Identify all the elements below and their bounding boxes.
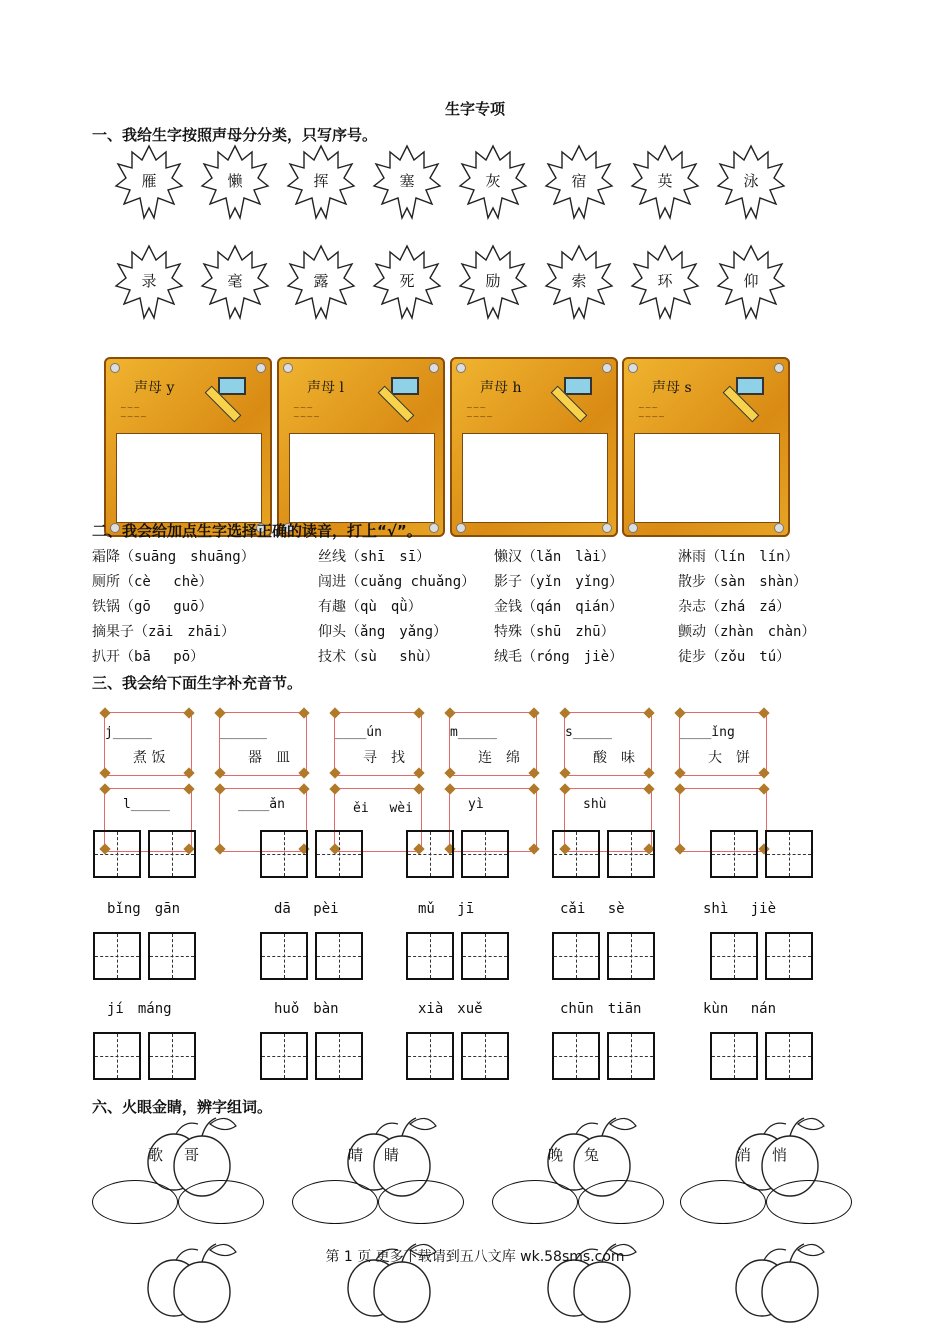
footer: 第 1 页 更多下载请到五八文库 wk.58sms.com bbox=[325, 1249, 625, 1265]
leaf-card bbox=[372, 242, 442, 322]
pronunciation-item: 杂志（zhá zá） bbox=[678, 599, 791, 615]
pronunciation-item: 徒步（zǒu tú） bbox=[678, 649, 791, 665]
leaf-character: 仰 bbox=[743, 272, 759, 290]
board-label: 声母 s bbox=[652, 380, 692, 396]
leaf-character: 雁 bbox=[141, 172, 157, 190]
answer-box[interactable] bbox=[634, 433, 780, 523]
frame-corner-decoration bbox=[528, 707, 539, 718]
leaf-character: 泳 bbox=[743, 172, 759, 190]
leaf-character: 塞 bbox=[399, 172, 415, 190]
word-answer-oval[interactable] bbox=[178, 1180, 264, 1224]
pronunciation-item: 淋雨（lín lín） bbox=[678, 549, 799, 565]
leaf-character: 毫 bbox=[227, 272, 243, 290]
writing-grid[interactable] bbox=[710, 932, 758, 980]
syllable-pinyin: ____ún bbox=[335, 725, 382, 740]
pinyin-prompt: huǒ bàn bbox=[274, 1001, 339, 1017]
writing-grid[interactable] bbox=[406, 830, 454, 878]
eraser-icon bbox=[736, 377, 764, 395]
initial-board bbox=[104, 357, 272, 537]
pronunciation-item: 丝线（shī sī） bbox=[318, 549, 431, 565]
syllable-frame bbox=[334, 712, 422, 776]
pronunciation-item: 摘果子（zāi zhāi） bbox=[92, 624, 236, 640]
pinyin-prompt: bǐng gān bbox=[107, 901, 181, 917]
syllable-characters: 煮 饭 bbox=[133, 750, 166, 766]
apple-character: 晚 bbox=[548, 1146, 564, 1164]
nail-icon bbox=[429, 363, 439, 373]
pronunciation-item: 厕所（cè chè） bbox=[92, 574, 213, 590]
syllable-frame bbox=[679, 712, 767, 776]
frame-corner-decoration bbox=[674, 707, 685, 718]
syllable-pinyin: j_____ bbox=[105, 725, 152, 740]
writing-grid[interactable] bbox=[461, 830, 509, 878]
writing-grid[interactable] bbox=[607, 1032, 655, 1080]
writing-grid[interactable] bbox=[765, 932, 813, 980]
writing-grid[interactable] bbox=[93, 830, 141, 878]
word-answer-oval[interactable] bbox=[766, 1180, 852, 1224]
syllable-characters: 连 绵 bbox=[478, 750, 520, 766]
syllable-pinyin: m_____ bbox=[450, 725, 497, 740]
leaf-character: 环 bbox=[657, 272, 673, 290]
pronunciation-item: 影子（yǐn yǐng） bbox=[494, 574, 624, 590]
frame-corner-decoration bbox=[528, 767, 539, 778]
leaf-character: 录 bbox=[141, 272, 157, 290]
frame-corner-decoration bbox=[559, 707, 570, 718]
leaf-card bbox=[286, 242, 356, 322]
leaf-character: 索 bbox=[571, 272, 587, 290]
pinyin-prompt: mǔ jī bbox=[418, 901, 475, 917]
leaf-card bbox=[716, 142, 786, 222]
syllable-frame bbox=[219, 712, 307, 776]
leaf-card bbox=[114, 142, 184, 222]
writing-grid[interactable] bbox=[260, 932, 308, 980]
nail-icon bbox=[602, 523, 612, 533]
initial-board bbox=[277, 357, 445, 537]
frame-corner-decoration bbox=[643, 783, 654, 794]
writing-grid[interactable] bbox=[461, 1032, 509, 1080]
frame-corner-decoration bbox=[674, 783, 685, 794]
initial-board bbox=[622, 357, 790, 537]
word-answer-oval[interactable] bbox=[378, 1180, 464, 1224]
writing-grid[interactable] bbox=[260, 1032, 308, 1080]
frame-corner-decoration bbox=[214, 783, 225, 794]
pinyin-prompt: dā pèi bbox=[274, 901, 339, 917]
frame-corner-decoration bbox=[183, 707, 194, 718]
frame-corner-decoration bbox=[528, 843, 539, 854]
leaf-card bbox=[630, 142, 700, 222]
syllable-pinyin: yì bbox=[468, 797, 484, 812]
frame-corner-decoration bbox=[413, 783, 424, 794]
scribble-decoration: ~~~ ~~~~ bbox=[638, 403, 665, 421]
pinyin-prompt: kùn nán bbox=[703, 1001, 777, 1017]
syllable-pinyin: ____ǎn bbox=[238, 797, 285, 812]
leaf-card bbox=[372, 142, 442, 222]
leaf-character: 死 bbox=[399, 272, 415, 290]
leaf-card bbox=[200, 242, 270, 322]
pronunciation-item: 闯进（cuǎng chuǎng） bbox=[318, 574, 476, 590]
syllable-frame bbox=[449, 712, 537, 776]
nail-icon bbox=[283, 363, 293, 373]
answer-box[interactable] bbox=[462, 433, 608, 523]
pinyin-prompt: cǎi sè bbox=[560, 901, 625, 917]
apple-character: 消 bbox=[736, 1146, 752, 1164]
eraser-icon bbox=[391, 377, 419, 395]
frame-corner-decoration bbox=[329, 707, 340, 718]
syllable-characters: 酸 味 bbox=[593, 750, 635, 766]
frame-corner-decoration bbox=[528, 783, 539, 794]
writing-grid[interactable] bbox=[315, 932, 363, 980]
page-title: 生字专项 bbox=[444, 100, 505, 118]
leaf-character: 宿 bbox=[571, 172, 587, 190]
frame-corner-decoration bbox=[413, 707, 424, 718]
writing-grid[interactable] bbox=[765, 830, 813, 878]
writing-grid[interactable] bbox=[148, 1032, 196, 1080]
apple-character: 兔 bbox=[584, 1146, 600, 1164]
leaf-card bbox=[544, 242, 614, 322]
apple-character: 睛 bbox=[384, 1146, 400, 1164]
section6-heading: 六、火眼金睛，辨字组词。 bbox=[92, 1098, 273, 1116]
leaf-card bbox=[544, 142, 614, 222]
frame-corner-decoration bbox=[329, 783, 340, 794]
frame-corner-decoration bbox=[444, 707, 455, 718]
frame-corner-decoration bbox=[413, 767, 424, 778]
leaf-card bbox=[286, 142, 356, 222]
nail-icon bbox=[628, 523, 638, 533]
frame-corner-decoration bbox=[444, 783, 455, 794]
frame-corner-decoration bbox=[99, 767, 110, 778]
frame-corner-decoration bbox=[298, 707, 309, 718]
pronunciation-item: 仰头（ǎng yǎng） bbox=[318, 624, 448, 640]
writing-grid[interactable] bbox=[552, 932, 600, 980]
frame-corner-decoration bbox=[214, 843, 225, 854]
syllable-characters: 器 皿 bbox=[248, 750, 290, 766]
writing-grid[interactable] bbox=[607, 932, 655, 980]
writing-grid[interactable] bbox=[765, 1032, 813, 1080]
frame-corner-decoration bbox=[298, 783, 309, 794]
nail-icon bbox=[774, 523, 784, 533]
writing-grid[interactable] bbox=[260, 830, 308, 878]
pronunciation-item: 散步（sàn shàn） bbox=[678, 574, 808, 590]
frame-corner-decoration bbox=[559, 783, 570, 794]
pronunciation-item: 技术（sù shù） bbox=[318, 649, 439, 665]
word-answer-oval[interactable] bbox=[578, 1180, 664, 1224]
leaf-character: 励 bbox=[485, 272, 501, 290]
writing-grid[interactable] bbox=[148, 830, 196, 878]
word-answer-oval[interactable] bbox=[492, 1180, 578, 1224]
board-label: 声母 l bbox=[307, 380, 344, 396]
apple-character: 歌 bbox=[148, 1146, 164, 1164]
apple-character: 悄 bbox=[772, 1146, 788, 1164]
nail-icon bbox=[602, 363, 612, 373]
syllable-characters: 大 饼 bbox=[708, 750, 750, 766]
nail-icon bbox=[456, 523, 466, 533]
answer-box[interactable] bbox=[116, 433, 262, 523]
section3-heading: 三、我会给下面生字补充音节。 bbox=[92, 674, 303, 692]
section1-heading: 一、我给生字按照声母分分类，只写序号。 bbox=[92, 126, 378, 144]
frame-corner-decoration bbox=[674, 843, 685, 854]
writing-grid[interactable] bbox=[607, 830, 655, 878]
leaf-character: 露 bbox=[313, 272, 329, 290]
board-label: 声母 h bbox=[480, 380, 522, 396]
pinyin-prompt: xià xuě bbox=[418, 1001, 483, 1017]
initial-board bbox=[450, 357, 618, 537]
frame-corner-decoration bbox=[758, 707, 769, 718]
section2-heading: 二、我会给加点生字选择正确的读音，打上“√”。 bbox=[92, 522, 422, 540]
leaf-card bbox=[458, 242, 528, 322]
pronunciation-item: 绒毛（róng jiè） bbox=[494, 649, 624, 665]
nail-icon bbox=[429, 523, 439, 533]
syllable-characters: 寻 找 bbox=[363, 750, 405, 766]
eraser-icon bbox=[564, 377, 592, 395]
pinyin-prompt: chūn tiān bbox=[560, 1001, 642, 1017]
pinyin-prompt: shì jiè bbox=[703, 901, 777, 917]
frame-corner-decoration bbox=[643, 767, 654, 778]
frame-corner-decoration bbox=[674, 767, 685, 778]
pronunciation-item: 颤动（zhàn chàn） bbox=[678, 624, 816, 640]
nail-icon bbox=[628, 363, 638, 373]
writing-grid[interactable] bbox=[315, 1032, 363, 1080]
word-answer-oval[interactable] bbox=[292, 1180, 378, 1224]
frame-corner-decoration bbox=[298, 767, 309, 778]
frame-corner-decoration bbox=[444, 767, 455, 778]
frame-corner-decoration bbox=[99, 783, 110, 794]
leaf-card bbox=[630, 242, 700, 322]
pronunciation-item: 有趣（qù qǜ） bbox=[318, 599, 422, 615]
leaf-card bbox=[458, 142, 528, 222]
writing-grid[interactable] bbox=[406, 932, 454, 980]
frame-corner-decoration bbox=[183, 767, 194, 778]
writing-grid[interactable] bbox=[552, 1032, 600, 1080]
frame-corner-decoration bbox=[758, 783, 769, 794]
answer-box[interactable] bbox=[289, 433, 435, 523]
leaf-character: 挥 bbox=[313, 172, 329, 190]
frame-corner-decoration bbox=[214, 767, 225, 778]
frame-corner-decoration bbox=[183, 783, 194, 794]
writing-grid[interactable] bbox=[461, 932, 509, 980]
word-answer-oval[interactable] bbox=[92, 1180, 178, 1224]
syllable-pinyin: ______ bbox=[220, 725, 267, 740]
writing-grid[interactable] bbox=[93, 932, 141, 980]
leaf-card bbox=[200, 142, 270, 222]
pronunciation-item: 铁锅（gō guō） bbox=[92, 599, 213, 615]
syllable-pinyin: ěi wèi bbox=[353, 801, 413, 816]
frame-corner-decoration bbox=[643, 707, 654, 718]
syllable-frame bbox=[104, 712, 192, 776]
nail-icon bbox=[110, 363, 120, 373]
writing-grid[interactable] bbox=[406, 1032, 454, 1080]
pinyin-prompt: jí máng bbox=[107, 1001, 172, 1017]
pronunciation-item: 特殊（shū zhū） bbox=[494, 624, 615, 640]
writing-grid[interactable] bbox=[552, 830, 600, 878]
scribble-decoration: ~~~ ~~~~ bbox=[293, 403, 320, 421]
scribble-decoration: ~~~ ~~~~ bbox=[120, 403, 147, 421]
frame-corner-decoration bbox=[99, 707, 110, 718]
pronunciation-item: 懒汉（lǎn lài） bbox=[494, 549, 615, 565]
leaf-character: 懒 bbox=[227, 172, 243, 190]
leaf-card bbox=[716, 242, 786, 322]
frame-corner-decoration bbox=[758, 767, 769, 778]
nail-icon bbox=[256, 363, 266, 373]
pronunciation-item: 霜降（suāng shuāng） bbox=[92, 549, 255, 565]
syllable-pinyin: l_____ bbox=[123, 797, 170, 812]
pronunciation-item: 扒开（bā pō） bbox=[92, 649, 205, 665]
nail-icon bbox=[774, 363, 784, 373]
pronunciation-item: 金钱（qán qián） bbox=[494, 599, 624, 615]
writing-grid[interactable] bbox=[93, 1032, 141, 1080]
syllable-pinyin: s_____ bbox=[565, 725, 612, 740]
word-answer-oval[interactable] bbox=[680, 1180, 766, 1224]
eraser-icon bbox=[218, 377, 246, 395]
leaf-character: 灰 bbox=[485, 172, 501, 190]
writing-grid[interactable] bbox=[315, 830, 363, 878]
syllable-pinyin: ____ǐng bbox=[680, 725, 735, 740]
apple-character: 晴 bbox=[348, 1146, 364, 1164]
writing-grid[interactable] bbox=[148, 932, 196, 980]
frame-corner-decoration bbox=[214, 707, 225, 718]
frame-corner-decoration bbox=[329, 767, 340, 778]
apple-character: 哥 bbox=[184, 1146, 200, 1164]
writing-grid[interactable] bbox=[710, 1032, 758, 1080]
frame-corner-decoration bbox=[559, 767, 570, 778]
leaf-card bbox=[114, 242, 184, 322]
syllable-frame bbox=[564, 712, 652, 776]
leaf-character: 英 bbox=[657, 172, 673, 190]
syllable-pinyin: shù bbox=[583, 797, 607, 812]
writing-grid[interactable] bbox=[710, 830, 758, 878]
scribble-decoration: ~~~ ~~~~ bbox=[466, 403, 493, 421]
board-label: 声母 y bbox=[134, 380, 175, 396]
nail-icon bbox=[456, 363, 466, 373]
